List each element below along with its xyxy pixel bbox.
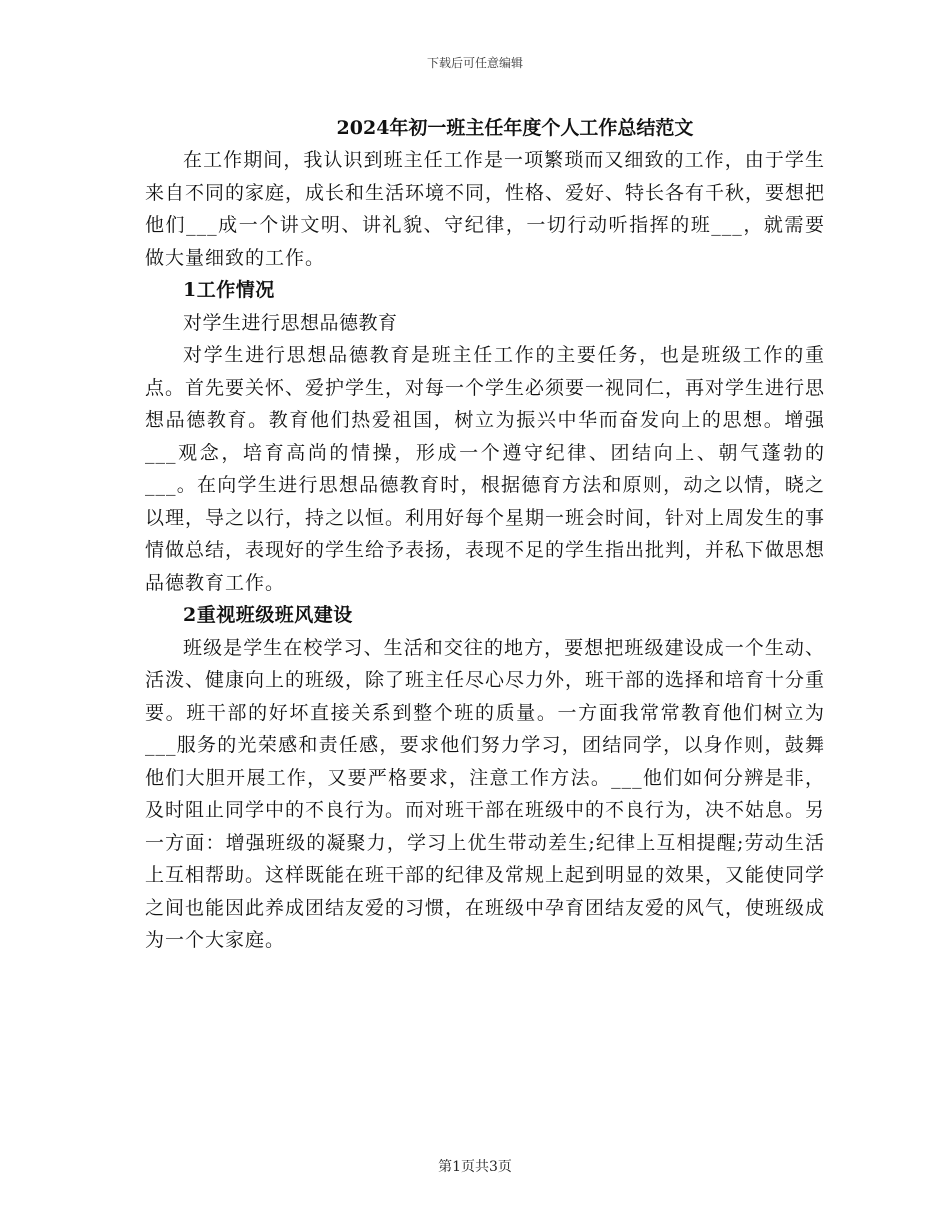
section-2-heading: 2重视班级班风建设 xyxy=(183,604,353,626)
section-1-paragraph: 对学生进行思想品德教育是班主任工作的主要任务，也是班级工作的重点。首先要关怀、爱护学生，对每一个学生必须要一视同仁，再对学生进行思想品德教育。教育他们热爱祖国，树立为振兴中华而奋发向上的思想。增强___观念，培育高尚的情操，形成一个遵守纪律、团结向上、朝气蓬勃的___。在向学生进行思想品德教育时，根据德育方法和原则，动之以情，晓之以理，导之以行，持之以恒。利用好每个星期一班会时间，针对上周发生的事情做总结，表现好的学生给予表扬，表现不足的学生指出批判，并私下做思想品德教育工作。 xyxy=(145,344,826,594)
section-1-subheading: 对学生进行思想品德教育 xyxy=(183,311,398,334)
intro-paragraph: 在工作期间，我认识到班主任工作是一项繁琐而又细致的工作，由于学生来自不同的家庭，成长和生活环境不同，性格、爱好、特长各有千秋，要想把他们___成一个讲文明、讲礼貌、守纪律，一切行动听指挥的班___，就需要做大量细致的工作。 xyxy=(145,149,826,269)
section-1-heading: 1工作情况 xyxy=(183,279,275,301)
header-note: 下载后可任意编辑 xyxy=(426,56,523,70)
page-footer: 第1页共3页 xyxy=(438,1159,512,1175)
document-title: 2024年初一班主任年度个人工作总结范文 xyxy=(336,117,694,139)
section-2-paragraph: 班级是学生在校学习、生活和交往的地方，要想把班级建设成一个生动、活泼、健康向上的班级，除了班主任尽心尽力外，班干部的选择和培育十分重要。班干部的好坏直接关系到整个班的质量。一方面我常常教育他们树立为___服务的光荣感和责任感，要求他们努力学习，团结同学，以身作则，鼓舞他们大胆开展工作，又要严格要求，注意工作方法。___他们如何分辨是非，及时阻止同学中的不良行为。而对班干部在班级中的不良行为，决不姑息。另一方面：增强班级的凝聚力，学习上优生带动差生;纪律上互相提醒;劳动生活上互相帮助。这样既能在班干部的纪律及常规上起到明显的效果，又能使同学之间也能因此养成团结友爱的习惯，在班级中孕育团结友爱的风气，使班级成为一个大家庭。 xyxy=(145,636,826,951)
document-body xyxy=(145,112,825,957)
